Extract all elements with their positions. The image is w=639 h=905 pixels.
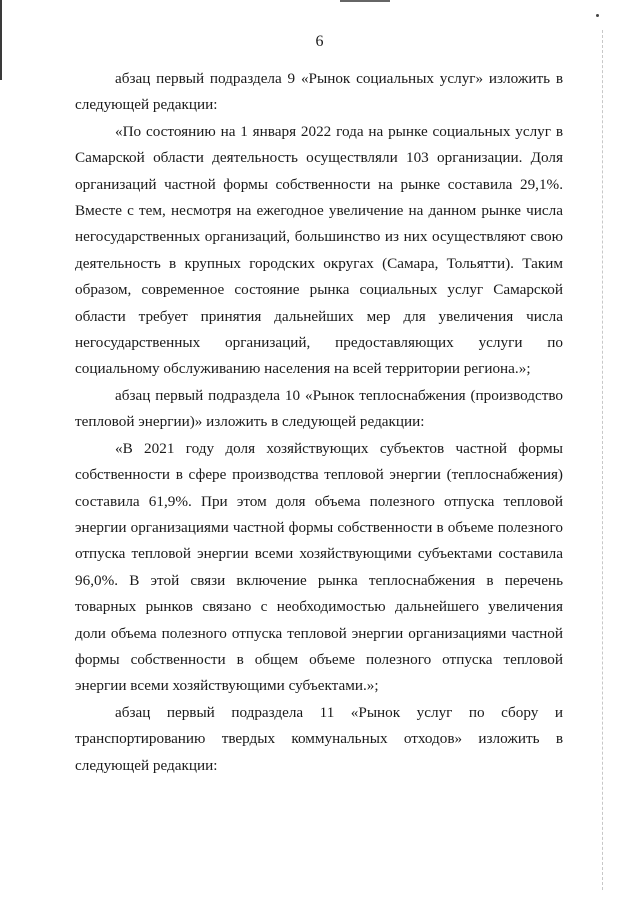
scan-top-mark	[340, 0, 390, 2]
page-number: 6	[315, 33, 324, 50]
scan-fold-line	[602, 30, 603, 890]
paragraph-heat-supply-text: «В 2021 году доля хозяйствующих субъектов частной формы собственности в сфере производства тепловой энергии (теплоснабжения) составила 61,9%. При этом доля объема полезного отпуска тепловой энергии организациями частной формы собственности в объеме полезного отпуска тепловой энергии всеми хозяйствующими субъектами составила 96,0%. В этой связи включение рынка теплоснабжения в перечень товарных рынков связано с необходимостью дальнейшего увеличения доли объема полезного отпуска тепловой энергии организациями частной формы собственности в общем объеме полезного отпуска тепловой энергии всеми хозяйствующими субъектами.»;	[75, 439, 563, 695]
document-body	[75, 66, 563, 779]
paragraph-amendment-intro-9: абзац первый подраздела 9 «Рынок социальных услуг» изложить в следующей редакции:	[75, 70, 563, 114]
paragraph-amendment-intro-11: абзац первый подраздела 11 «Рынок услуг по сбору и транспортированию твердых коммунальных отходов» изложить в следующей редакции:	[75, 703, 563, 774]
scan-dot	[596, 14, 599, 17]
paragraph-amendment-intro-10: абзац первый подраздела 10 «Рынок теплоснабжения (производство тепловой энергии)» изложить в следующей редакции:	[75, 386, 563, 431]
paragraph-social-services-text: «По состоянию на 1 января 2022 года на рынке социальных услуг в Самарской области деятельность осуществляли 103 организации. Доля организаций частной формы собственности на рынке составила 29,1%. Вместе с тем, несмотря на ежегодное увеличение на данном рынке числа негосударственных организаций, большинство из них осуществляют свою деятельность в крупных городских округах (Самара, Тольятти). Таким образом, современное состояние рынка социальных услуг Самарской области требует принятия дальнейших мер для увеличения числа негосударственных организаций, предоставляющих услуги по социальному обслуживанию населения на всей территории региона.»;	[75, 122, 563, 378]
